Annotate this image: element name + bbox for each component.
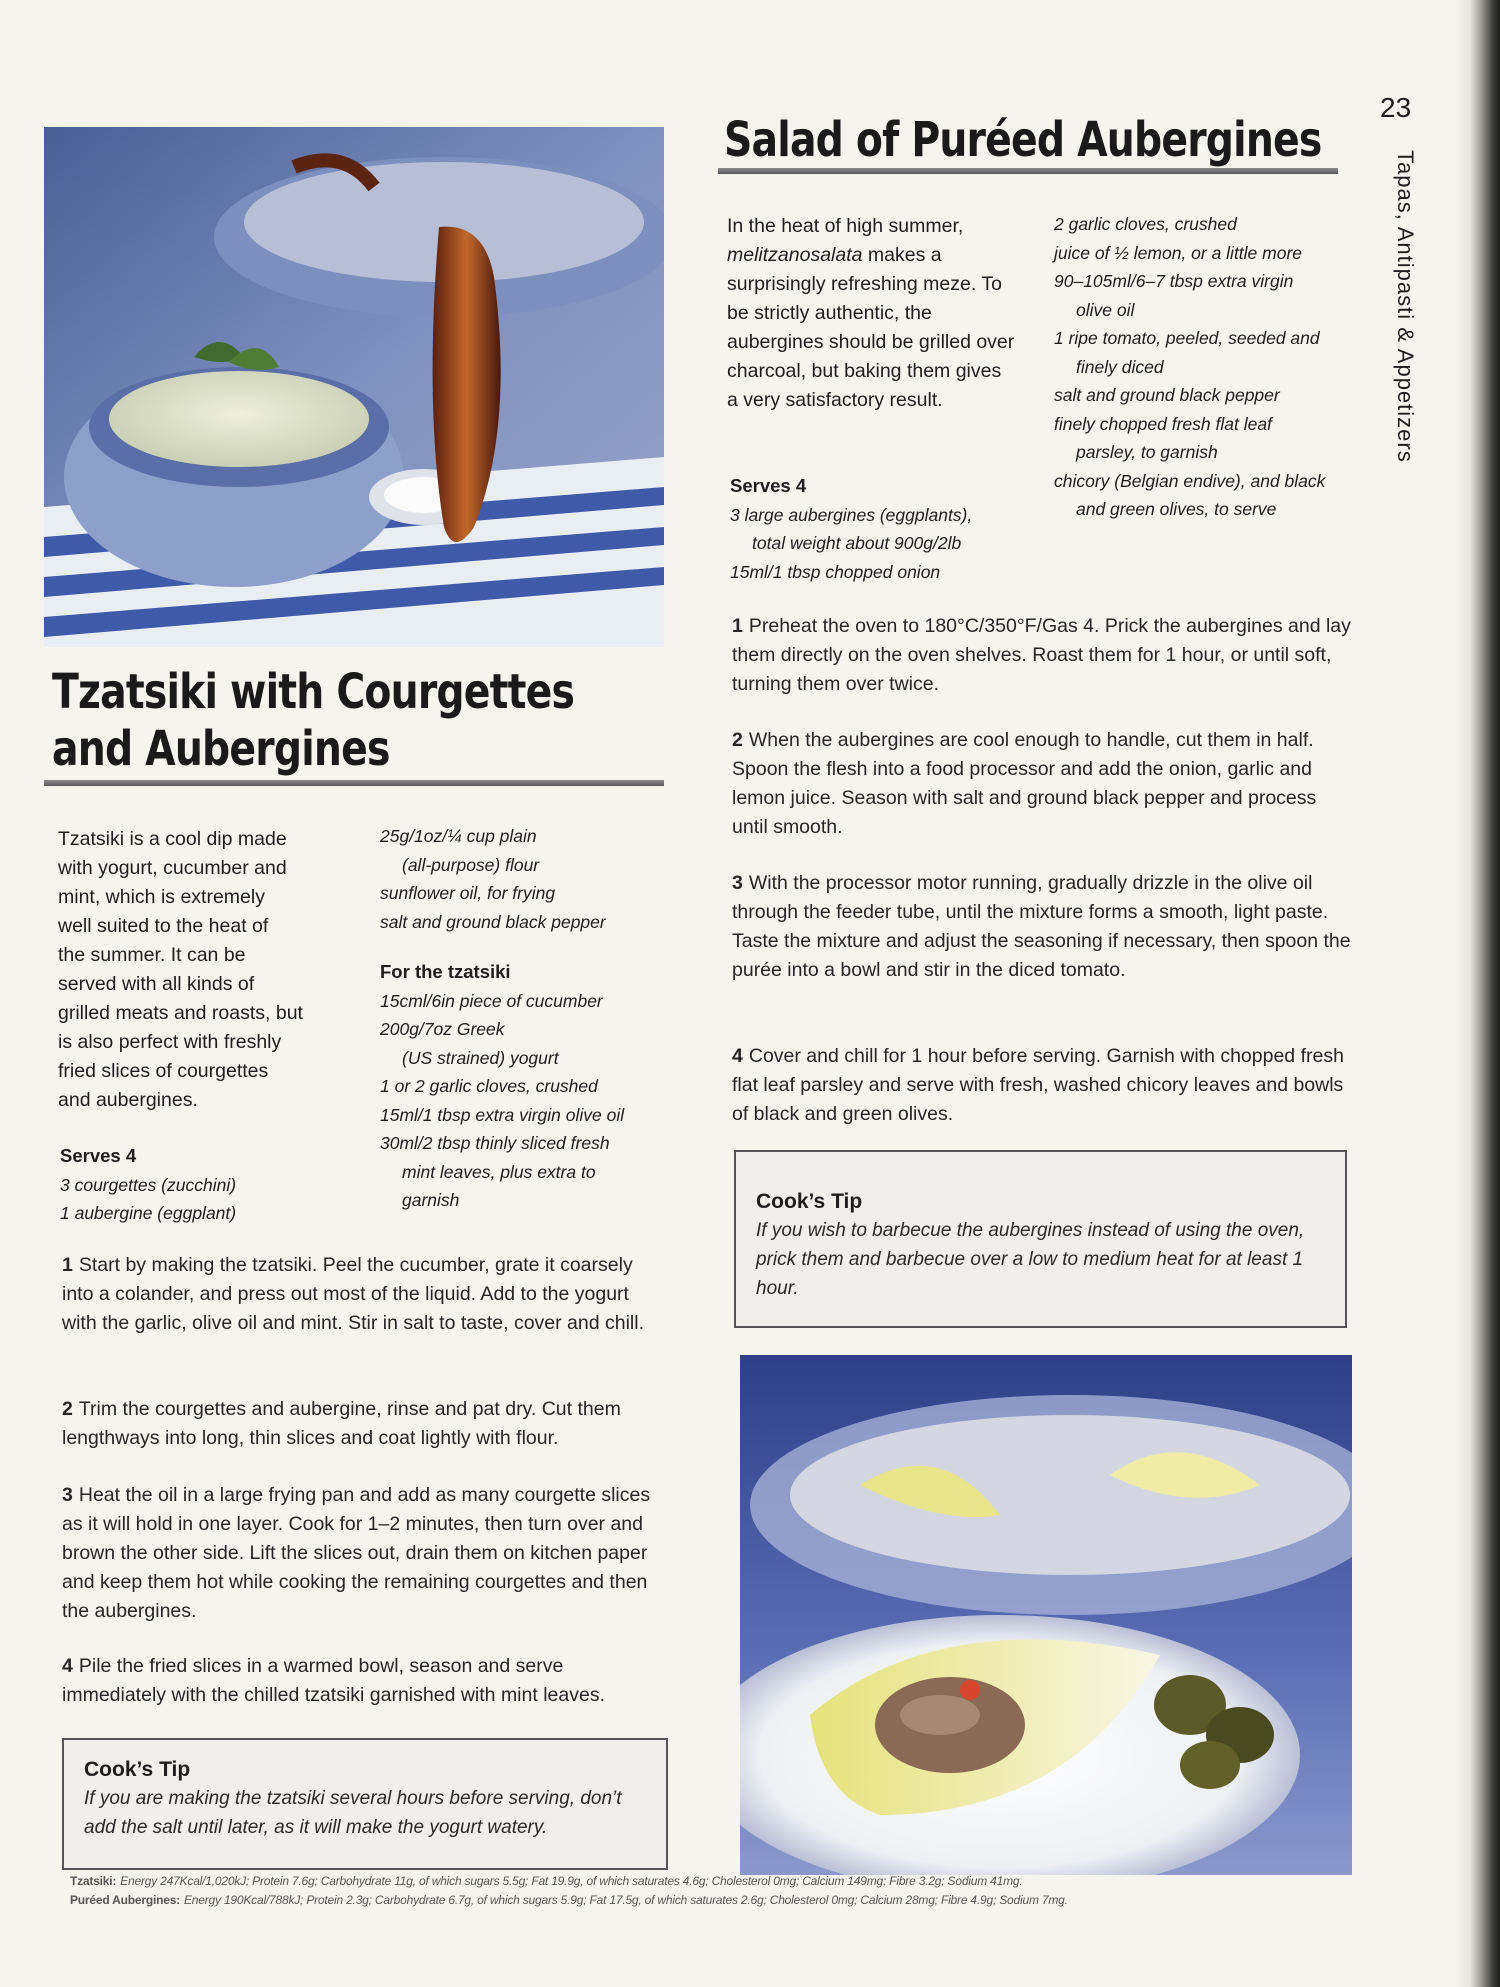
ingredient: olive oil [1076, 299, 1135, 320]
tzatsiki-title-line2: and Aubergines [52, 720, 390, 777]
tzatsiki-photo [44, 127, 664, 647]
intro-line: grilled meats and roasts, but [58, 1002, 303, 1024]
intro-text: makes a surprisingly refreshing meze. To be strictly authentic, the aubergines should be grilled over charcoal, but baking them gives a very satisfactory result. [727, 244, 1015, 411]
step-text: Start by making the tzatsiki. Peel the cucumber, grate it coarsely into a colander, and press out most of the liquid. Add to the yogurt with the garlic, olive oil and mint. Stir in salt to taste, cover and chill. [62, 1254, 645, 1334]
intro-line: is also perfect with freshly [58, 1031, 282, 1053]
serves-label: Serves 4 [60, 1145, 137, 1166]
ingredient: 1 ripe tomato, peeled, seeded and [1054, 328, 1320, 348]
step-text: Trim the courgettes and aubergine, rinse and pat dry. Cut them lengthways into long, thin slices and coat lightly with flour. [62, 1398, 621, 1449]
step-text: With the processor motor running, gradually drizzle in the olive oil through the feeder tube, until the mixture forms a smooth, light paste. Taste the mixture and adjust the seasoning if necessary, then spoon the purée into a bowl and stir in the diced tomato. [732, 872, 1351, 981]
intro-line: served with all kinds of [58, 973, 255, 995]
dish-name: melitzanosalata [727, 244, 863, 266]
salad-intro [727, 212, 1017, 415]
tzatsiki-cooks-tip [62, 1738, 668, 1870]
ingredient: 90–105ml/6–7 tbsp extra virgin [1054, 271, 1294, 291]
ingredient: salt and ground black pepper [1054, 385, 1280, 405]
step-text: When the aubergines are cool enough to handle, cut them in half. Spoon the flesh into a food processor and add the onion, garlic and lemon juice. Season with salt and ground black pepper and process until smooth. [732, 729, 1317, 838]
nutrition-tzatsiki [70, 1874, 1023, 1888]
salad-title-rule [718, 168, 1338, 174]
ingredient: 25g/1oz/¼ cup plain [380, 826, 537, 846]
step-text: Heat the oil in a large frying pan and add as many courgette slices as it will hold in one layer. Cook for 1–2 minutes, then turn over and brown the other side. Lift the slices out, drain them on kitchen paper and keep them hot while cooking the remaining courgettes and then the aubergines. [62, 1484, 651, 1622]
tzatsiki-step-2 [62, 1395, 662, 1453]
tip-title: Cook’s Tip [84, 1758, 191, 1781]
step-number: 2 [62, 1398, 73, 1420]
ingredient: total weight about 900g/2lb [752, 533, 962, 553]
ingredient: and green olives, to serve [1076, 499, 1277, 519]
book-page-edge [1454, 0, 1500, 1987]
ingredient: 15ml/1 tbsp extra virgin olive oil [380, 1104, 625, 1125]
tip-text: If you are making the tzatsiki several hours before serving, don’t add the salt until later, as it will make the yogurt watery. [84, 1788, 622, 1838]
tzatsiki-title-rule [44, 780, 664, 786]
intro-line: fried slices of courgettes [58, 1060, 269, 1082]
ingredient: mint leaves, plus extra to [402, 1161, 596, 1182]
ingredient: 2 garlic cloves, crushed [1054, 214, 1237, 234]
ingredient: chicory (Belgian endive), and black [1054, 470, 1326, 491]
ingredient: 1 or 2 garlic cloves, crushed [380, 1076, 598, 1096]
tzatsiki-intro [58, 825, 348, 1115]
ingredient: finely chopped fresh flat leaf [1054, 413, 1272, 434]
salad-cooks-tip [734, 1150, 1347, 1328]
nutrition-aubergines [70, 1893, 1068, 1907]
salad-step-3 [732, 869, 1352, 985]
ingredient: 1 aubergine (eggplant) [60, 1203, 237, 1223]
step-number: 3 [732, 872, 743, 894]
intro-line: Tzatsiki is a cool dip made [58, 828, 287, 850]
nutrition-text: Energy 190Kcal/788kJ; Protein 2.3g; Carbohydrate 6.7g, of which sugars 5.9g; Fat 17.5g, of which saturates 2.6g; Cholesterol 0mg; Calcium 28mg; Fibre 4.9g; Sodium 7mg. [183, 1893, 1068, 1907]
ingredient: (US strained) yogurt [402, 1047, 559, 1068]
step-text: Cover and chill for 1 hour before serving. Garnish with chopped fresh flat leaf parsley and serve with fresh, washed chicory leaves and bowls of black and green olives. [732, 1045, 1344, 1125]
tzatsiki-step-4 [62, 1652, 662, 1710]
nutrition-label: Tzatsiki: [70, 1874, 117, 1888]
tzatsiki-title [52, 664, 574, 777]
ingredient: 15cml/6in piece of cucumber [380, 990, 603, 1011]
tzatsiki-ingredients-right [380, 822, 624, 1215]
step-number: 4 [62, 1655, 73, 1677]
serves-label: Serves 4 [730, 475, 807, 496]
ingredient: juice of ½ lemon, or a little more [1054, 242, 1303, 263]
tip-title: Cook’s Tip [756, 1190, 863, 1213]
nutrition-text: Energy 247Kcal/1,020kJ; Protein 7.6g; Carbohydrate 11g, of which sugars 5.5g; Fat 19.9g, of which saturates 4.6g; Cholesterol 0mg; Calcium 149mg; Fibre 3.2g; Sodium 41mg. [120, 1874, 1023, 1888]
tzatsiki-subheading: For the tzatsiki [380, 961, 511, 982]
ingredient: parsley, to garnish [1076, 442, 1218, 462]
ingredient: salt and ground black pepper [380, 911, 606, 932]
intro-line: well suited to the heat of [58, 915, 269, 937]
tzatsiki-step-1 [62, 1251, 662, 1338]
ingredient: 3 large aubergines (eggplants), [730, 504, 973, 525]
nutrition-label: Puréed Aubergines: [70, 1893, 180, 1907]
step-number: 3 [62, 1484, 73, 1506]
step-number: 4 [732, 1045, 743, 1067]
tzatsiki-serves-block [60, 1142, 236, 1228]
step-number: 1 [62, 1254, 73, 1276]
tzatsiki-step-3 [62, 1481, 662, 1626]
salad-step-2 [732, 726, 1352, 842]
intro-line: with yogurt, cucumber and [58, 857, 287, 879]
section-header: Tapas, Antipasti & Appetizers [1393, 150, 1418, 463]
step-text: Pile the fried slices in a warmed bowl, season and serve immediately with the chilled tzatsiki garnished with mint leaves. [62, 1655, 605, 1706]
intro-line: the summer. It can be [58, 944, 246, 966]
intro-line: mint, which is extremely [58, 886, 265, 908]
tip-text: If you wish to barbecue the aubergines instead of using the oven, prick them and barbecue over a low to medium heat for at least 1 hour. [756, 1220, 1305, 1299]
salad-step-1 [732, 612, 1352, 699]
ingredient: (all-purpose) flour [402, 854, 540, 875]
salad-step-4 [732, 1042, 1352, 1129]
tzatsiki-title-line1: Tzatsiki with Courgettes [52, 664, 575, 720]
ingredient: 3 courgettes (zucchini) [60, 1174, 237, 1195]
step-text: Preheat the oven to 180°C/350°F/Gas 4. Prick the aubergines and lay them directly on the oven shelves. Roast them for 1 hour, or until soft, turning them over twice. [732, 615, 1351, 695]
salad-title: Salad of Puréed Aubergines [724, 112, 1322, 168]
step-number: 2 [732, 729, 743, 751]
salad-serves-block [730, 472, 972, 586]
step-number: 1 [732, 615, 743, 637]
intro-text: In the heat of high summer, [727, 215, 964, 237]
intro-line: and aubergines. [58, 1089, 198, 1111]
ingredient: sunflower oil, for frying [380, 883, 556, 903]
ingredient: 200g/7oz Greek [380, 1019, 505, 1039]
ingredient: 15ml/1 tbsp chopped onion [730, 561, 941, 582]
ingredient: finely diced [1076, 356, 1164, 377]
ingredient: 30ml/2 tbsp thinly sliced fresh [380, 1133, 610, 1153]
salad-photo [740, 1355, 1352, 1875]
page-number: 23 [1380, 92, 1412, 123]
ingredient: garnish [402, 1190, 460, 1210]
salad-ingredients-right [1054, 210, 1325, 524]
